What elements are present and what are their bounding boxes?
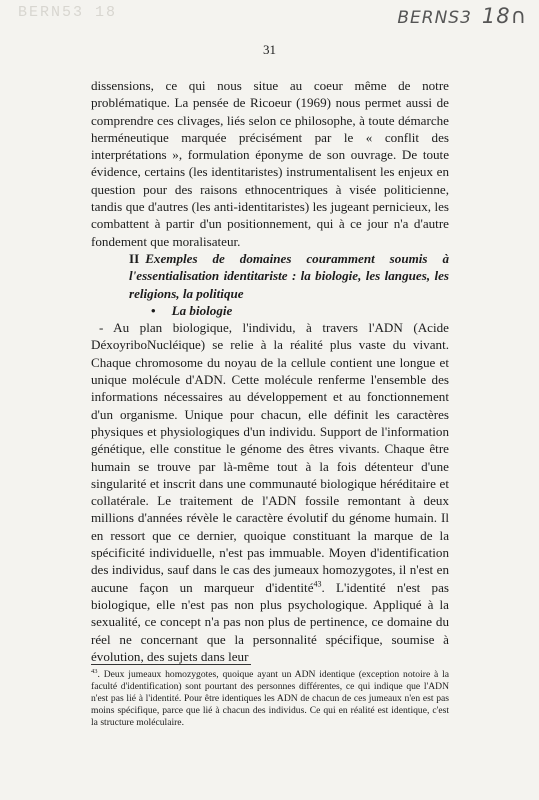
footnote-divider — [91, 664, 251, 665]
section-heading-text: Exemples de domaines couramment soumis à l'essentialisation identitariste : la biologie, les langues, les religions, la politique — [129, 250, 449, 301]
page-number: 31 — [263, 42, 276, 57]
paragraph-dissensions: dissensions, ce qui nous situe au coeur même de notre problématique. La pensée de Ricoeur (1969) nous permet aussi de comprendre ces clivages, liés selon ce philosophe, à toute démarche herméneutique marquée précisément par le « conflit des interprétations », formulation éponyme de son ouvrage. De toute évidence, certains (les identitaristes) instrumentalisent les enjeux en question pour des raisons ethnocentriques à visée politicienne, tandis que d'autres (les anti-identitaristes) les jugeant pernicieux, les combattent à partir d'un positionnement, qui à ce jour n'a d'autre fondement que moralisateur. — [91, 78, 449, 249]
subheading-biology — [91, 302, 449, 319]
footnote-number: 43 — [91, 667, 98, 675]
biology-text-continued: . L'identité n'est pas biologique, elle n'est pas non plus psychologique. Appliqué à la sexualité, ce concept n'a pas non plus de pertinence, ce domaine du réel ne concernant que la personnalité spécifique, soumise à évolution, des sujets dans leur — [91, 579, 450, 664]
section-heading — [91, 250, 449, 302]
handwritten-archive-reference — [397, 4, 527, 28]
paragraph-biology — [91, 319, 449, 665]
handwritten-number: 18∩ — [481, 4, 527, 28]
subheading-text: La biologie — [171, 302, 233, 318]
faint-bleed-through-header: BERN53 18 — [18, 4, 118, 21]
handwritten-ref: BERNS3 — [397, 8, 472, 28]
bullet-icon: • — [151, 302, 156, 318]
section-roman-numeral: II — [129, 250, 140, 266]
footnote-reference-43[interactable]: 43 — [313, 579, 322, 589]
body-text — [91, 77, 449, 665]
biology-text: - Au plan biologique, l'individu, à travers l'ADN (Acide DéxoyriboNucléique) se relie à la réalité plus vaste du vivant. Chaque chromosome du noyau de la cellule contient une longue et unique molécule d'ADN. Cette molécule renferme l'ensemble des informations nécessaires au développement et au fonctionnement d'un organisme. Unique pour chacun, elle définit les caractères physiques et physiologiques d'un individu. Support de l'information génétique, elle constitue le génome des êtres vivants. Chaque être humain se trouve par là-même tout à la fois détenteur d'une singularité et inscrit dans une communauté biologique héréditaire et collatérale. Le traitement de l'ADN fossile remontant à deux millions d'années révèle le caractère évolutif du génome humain. Il en ressort que ce dernier, quoique constituant la marque de la spécificité individuelle, n'est pas immuable. Moyen d'identification des individus, sauf dans le cas des jumeaux homozygotes, il n'est en aucune façon un marqueur d'identité — [91, 320, 449, 595]
footnote-43 — [91, 669, 449, 729]
footnote-text: . Deux jumeaux homozygotes, quoique ayant un ADN identique (exception notoire à la faculté d'identification) sont pourtant des personnes différentes, ce qui indique que l'ADN n'est pas lié à l'identité. Pour être identiques les ADN de chacun de ces jumeaux n'en est pas moins spécifique, parce que lié à chacun des individus. Ce qui en réalité est identique, c'est la structure moléculaire. — [91, 669, 449, 728]
